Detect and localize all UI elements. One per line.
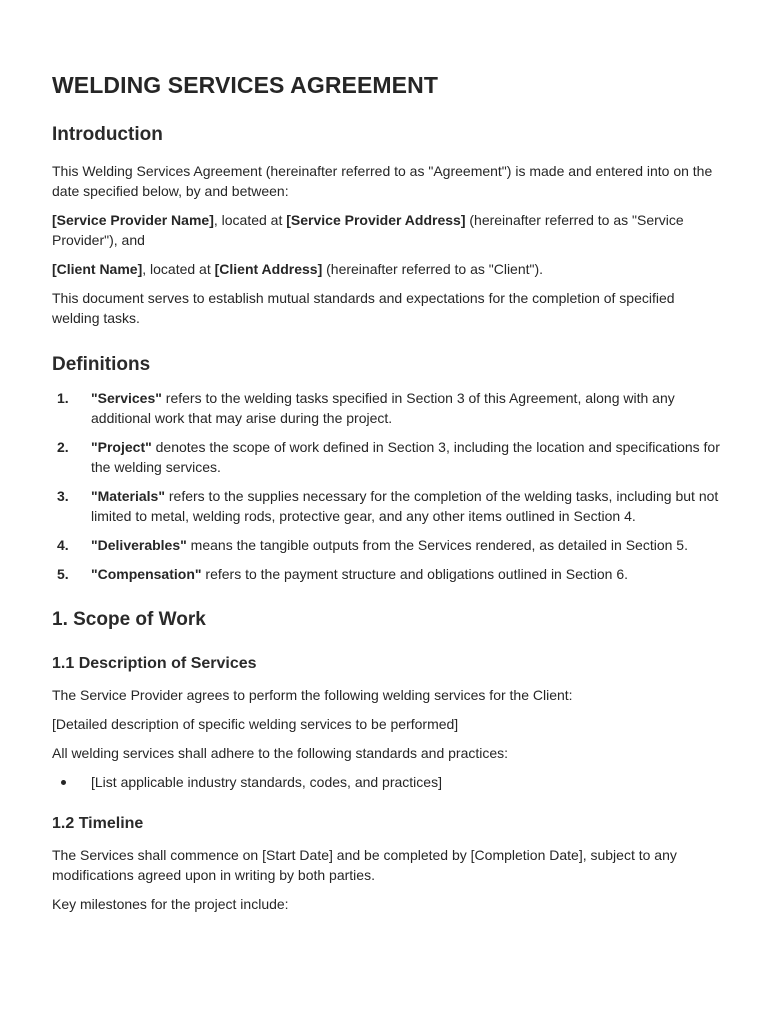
list-item: [List applicable industry standards, codes, and practices] xyxy=(52,772,722,792)
timeline-heading: 1.2 Timeline xyxy=(52,815,144,832)
client-address: [Client Address] xyxy=(214,261,323,277)
services-intro-paragraph: The Service Provider agrees to perform the following welding services for the Client: xyxy=(52,687,573,703)
service-provider-address: [Service Provider Address] xyxy=(286,212,466,228)
definition-item: 5. "Compensation" refers to the payment structure and obligations outlined in Section 6. xyxy=(57,566,628,582)
milestones-paragraph: Key milestones for the project include: xyxy=(52,896,289,912)
document-body xyxy=(52,70,722,914)
purpose-paragraph: This document serves to establish mutual standards and expectations for the completion of specified welding tasks. xyxy=(52,290,675,326)
definition-item: 3. "Materials" refers to the supplies necessary for the completion of the welding tasks, including but not limited to metal, welding rods, protective gear, and any other items outlined in Section 4. xyxy=(57,488,719,524)
definitions-heading: Definitions xyxy=(52,354,151,375)
bullet-icon xyxy=(61,780,66,785)
client-name: [Client Name] xyxy=(52,261,143,277)
service-provider-paragraph: [Service Provider Name], located at [Service Provider Address] (hereinafter referred to as "Service Provider"), and xyxy=(52,212,684,248)
definition-item: 1. "Services" refers to the welding tasks specified in Section 3 of this Agreement, along with any additional work that may arise during the project. xyxy=(57,390,675,426)
definition-item: 2. "Project" denotes the scope of work defined in Section 3, including the location and specifications for the welding services. xyxy=(57,439,720,475)
service-provider-name: [Service Provider Name] xyxy=(52,212,214,228)
scope-of-work-heading: 1. Scope of Work xyxy=(52,609,206,630)
client-paragraph: [Client Name], located at [Client Address] (hereinafter referred to as "Client"). xyxy=(52,261,544,277)
timeline-paragraph: The Services shall commence on [Start Date] and be completed by [Completion Date], subject to any modifications agreed upon in writing by both parties. xyxy=(52,847,677,883)
description-of-services-heading: 1.1 Description of Services xyxy=(52,655,257,672)
definitions-list xyxy=(52,388,722,584)
standards-list xyxy=(52,772,722,792)
standards-paragraph: All welding services shall adhere to the following standards and practices: xyxy=(52,745,509,761)
document-title: WELDING SERVICES AGREEMENT xyxy=(52,72,438,98)
introduction-heading: Introduction xyxy=(52,124,163,145)
intro-paragraph: This Welding Services Agreement (hereinafter referred to as "Agreement") is made and entered into on the date specified below, by and between: xyxy=(52,163,713,199)
definition-item: 4. "Deliverables" means the tangible outputs from the Services rendered, as detailed in Section 5. xyxy=(57,537,688,553)
services-description-placeholder: [Detailed description of specific welding services to be performed] xyxy=(52,716,459,732)
